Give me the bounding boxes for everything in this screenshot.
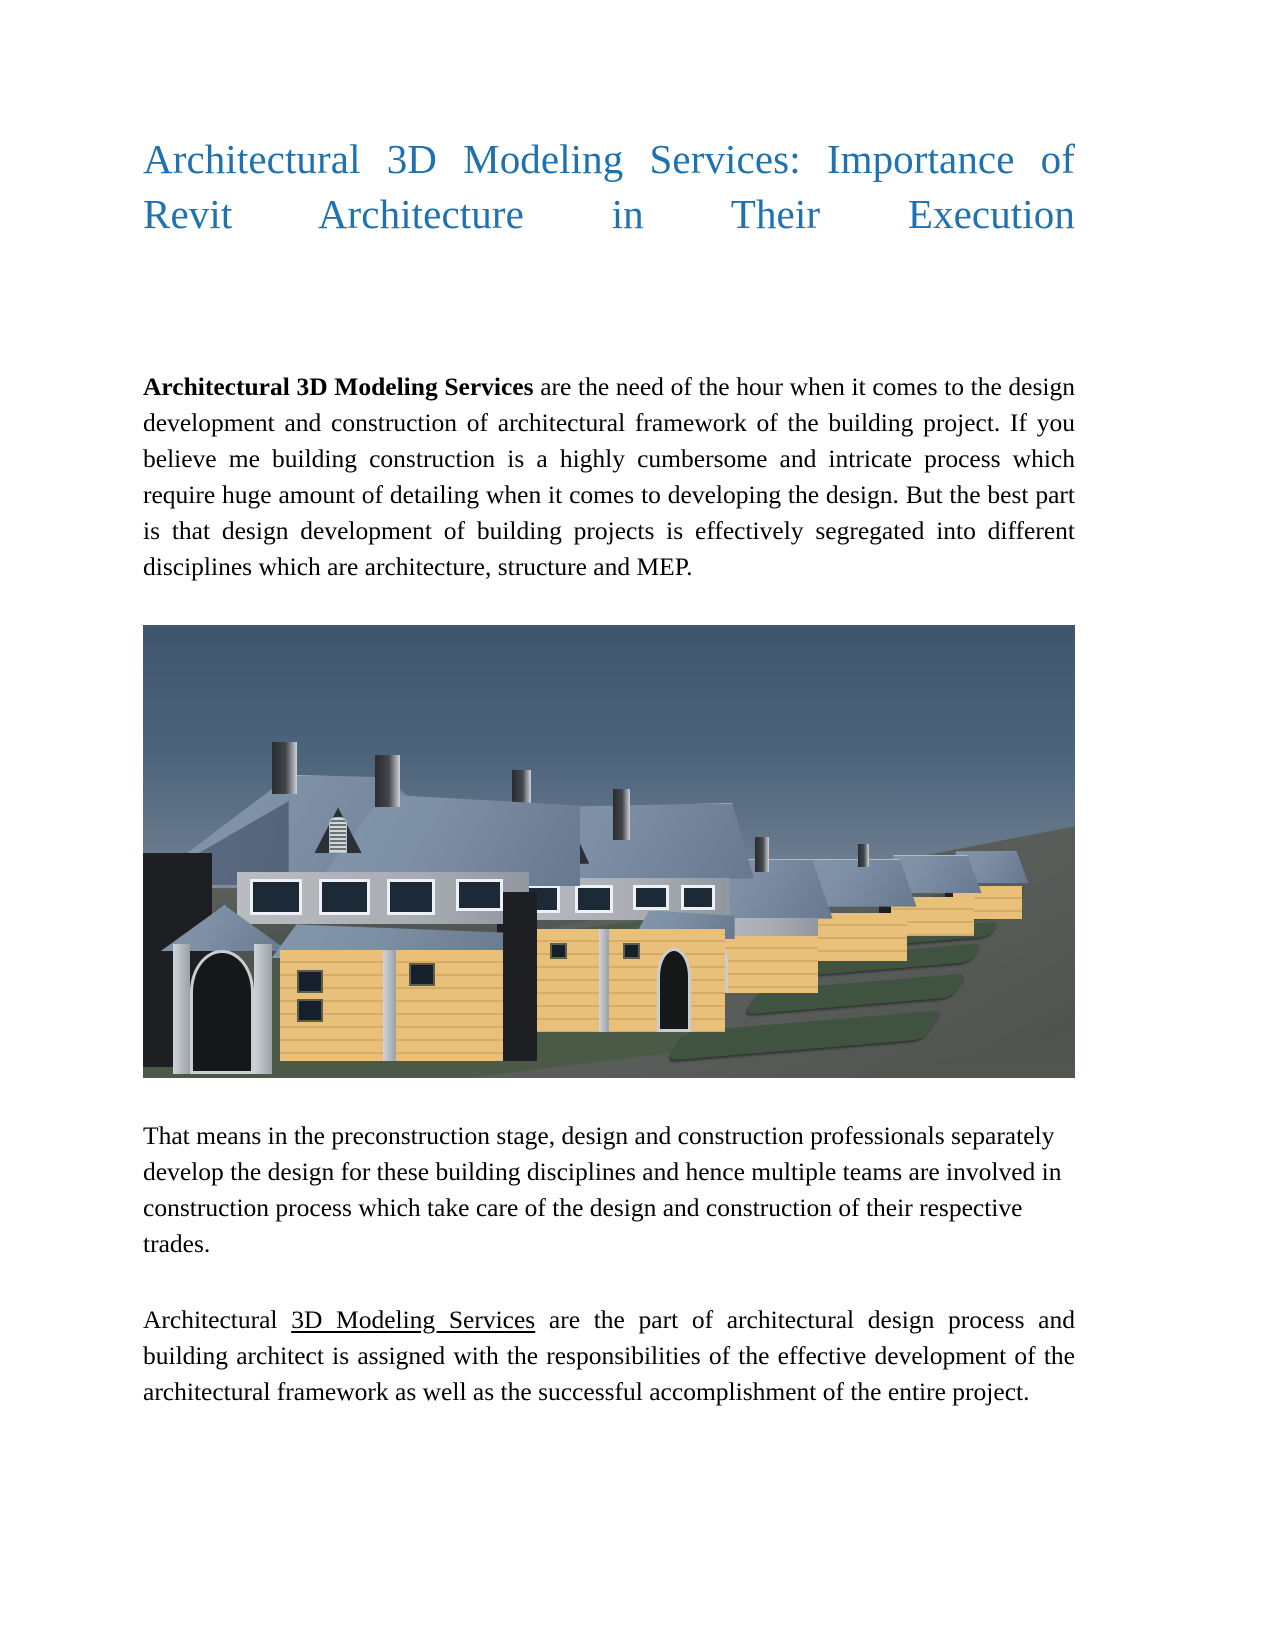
garage-window [623, 943, 640, 959]
paragraph-spacer-3 [143, 1262, 1075, 1302]
page-content [143, 132, 1075, 1410]
upper-window [250, 879, 301, 915]
entry-recess [503, 892, 537, 1061]
pillar [599, 929, 609, 1032]
paragraph-preconstruction: That means in the preconstruction stage, design and construction professionals separately develop the design for these building disciplines and hence multiple teams are involved in construction process which take care of the design and construction of their respective trades. [143, 1121, 1062, 1258]
garage-window [297, 999, 323, 1022]
paragraph-closing-text: are the part of architectural design process and building architect is assigned with the responsibilities of the effective development of the architectural framework as well as the successful accomplishment of the entire project. [143, 1305, 1076, 1406]
upper-window [387, 879, 434, 915]
lead-keyword: Architectural 3D Modeling Services [143, 372, 534, 401]
entry-door [190, 950, 254, 1074]
roof-vent [329, 817, 346, 853]
upper-window [456, 879, 503, 912]
upper-window [575, 885, 614, 913]
pillar [254, 944, 271, 1074]
upper-window [633, 885, 669, 911]
paragraph-intro-text: are the need of the hour when it comes to the design development and construction of architectural framework of the building project. If you believe me building construction is a highly cumbersome and intricate process which require huge amount of detailing when it comes to developing the design. But the best part is that design development of building projects is effectively segregated into different disciplines which are architecture, structure and MEP. [143, 372, 1076, 581]
chimney [858, 844, 869, 867]
chimney [272, 742, 298, 794]
garage-window [297, 970, 323, 993]
paragraph-closing [143, 1302, 1075, 1410]
3d-modeling-services-link[interactable]: 3D Modeling Services [291, 1305, 536, 1334]
entry-door [657, 948, 691, 1032]
page-title: Architectural 3D Modeling Services: Importance of Revit Architecture in Their Execution [143, 136, 1075, 237]
paragraph-spacer-1 [143, 585, 1075, 625]
chimney [755, 837, 768, 872]
townhouse-unit-foreground [143, 749, 572, 1074]
chimney [375, 755, 401, 807]
architectural-render-image [143, 625, 1075, 1078]
pillar [383, 950, 396, 1061]
pillar [173, 944, 190, 1074]
title-spacer [143, 297, 1075, 369]
paragraph-spacer-2 [143, 1078, 1075, 1118]
townhouse-row [143, 707, 1075, 1060]
upper-window [319, 879, 370, 915]
garage-window [409, 963, 435, 986]
paragraph-closing-prefix: Architectural [143, 1305, 292, 1334]
chimney [613, 789, 630, 840]
upper-window [681, 885, 715, 911]
paragraph-intro [143, 369, 1075, 585]
